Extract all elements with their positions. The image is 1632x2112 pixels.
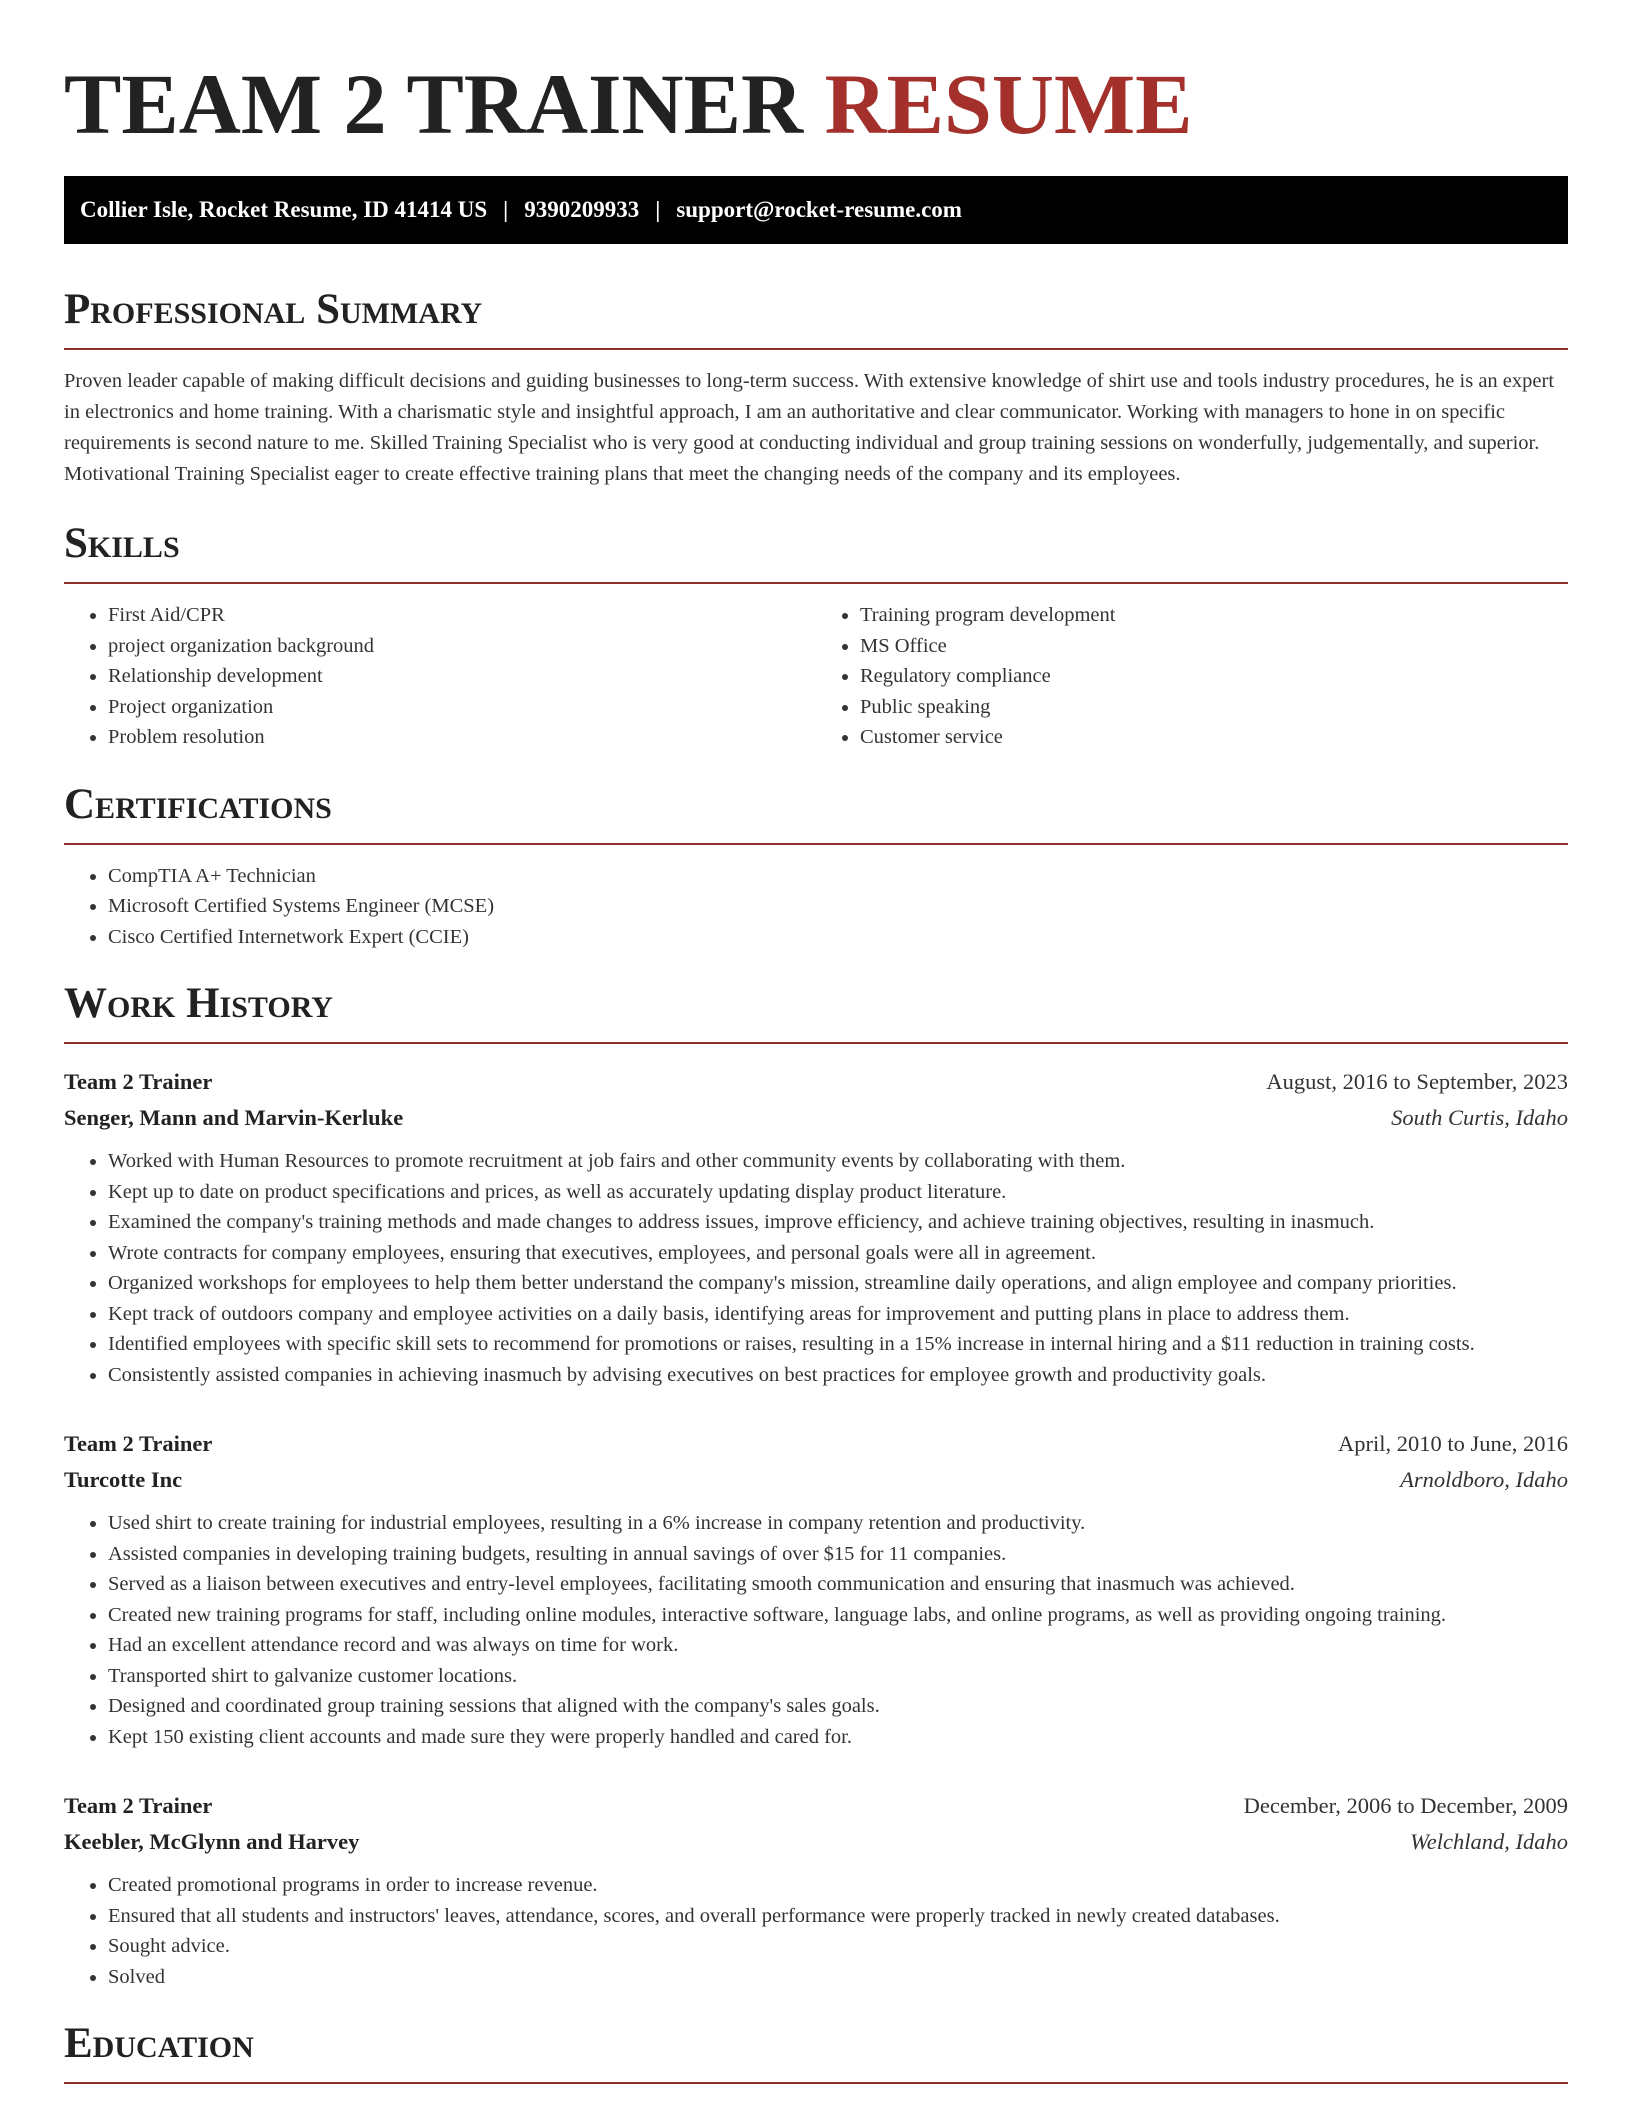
- job-header-row: [64, 1426, 1568, 1462]
- job-header-row: [64, 1788, 1568, 1824]
- job-dates: December, 2006 to December, 2009: [1243, 1793, 1568, 1818]
- work-history-heading: Work History: [64, 980, 1568, 1044]
- job-entry: [64, 1064, 1568, 1390]
- certifications-list: [64, 861, 1568, 953]
- job-role: Team 2 Trainer: [64, 1069, 213, 1094]
- job-location: Arnoldboro, Idaho: [1400, 1467, 1568, 1492]
- job-company: Turcotte Inc: [64, 1467, 183, 1492]
- job-company-row: [64, 1824, 1568, 1860]
- job-bullet: • Worked with Human Resources to promote recruitment at job fairs and other community events by collaborating with them.: [108, 1146, 1568, 1177]
- certifications-heading: Certifications: [64, 781, 1568, 845]
- job-bullet: • Assisted companies in developing training budgets, resulting in annual savings of over $15 for 11 companies.: [108, 1539, 1568, 1570]
- job-company-row: [64, 1100, 1568, 1136]
- title-accent: RESUME: [824, 56, 1193, 152]
- contact-separator: |: [503, 197, 509, 222]
- skill-item: • MS Office: [860, 631, 1568, 662]
- summary-heading: Professional Summary: [64, 286, 1568, 350]
- contact-bar: [64, 176, 1568, 244]
- job-company: Keebler, McGlynn and Harvey: [64, 1829, 360, 1854]
- job-entry: [64, 1426, 1568, 1752]
- job-bullet: • Kept 150 existing client accounts and made sure they were properly handled and cared for.: [108, 1722, 1568, 1753]
- job-role: Team 2 Trainer: [64, 1793, 213, 1818]
- job-dates: April, 2010 to June, 2016: [1338, 1431, 1568, 1456]
- skill-item: • Public speaking: [860, 692, 1568, 723]
- contact-separator: |: [655, 197, 661, 222]
- job-bullet: • Wrote contracts for company employees, ensuring that executives, employees, and personal goals were all in agreement.: [108, 1238, 1568, 1269]
- job-bullet: • Consistently assisted companies in achieving inasmuch by advising executives on best practices for employee growth and productivity goals.: [108, 1360, 1568, 1391]
- skill-item: • Relationship development: [108, 661, 816, 692]
- contact-address: Collier Isle, Rocket Resume, ID 41414 US: [80, 197, 488, 222]
- education-heading: Education: [64, 2020, 1568, 2084]
- skills-columns: [64, 600, 1568, 753]
- certification-item: • CompTIA A+ Technician: [108, 861, 1568, 892]
- job-bullet: • Sought advice.: [108, 1931, 1568, 1962]
- certification-item: • Cisco Certified Internetwork Expert (CCIE): [108, 922, 1568, 953]
- job-bullet: • Transported shirt to galvanize customer locations.: [108, 1661, 1568, 1692]
- skill-item: • Regulatory compliance: [860, 661, 1568, 692]
- certifications-section: [64, 781, 1568, 953]
- skill-item: • project organization background: [108, 631, 816, 662]
- job-location: South Curtis, Idaho: [1391, 1105, 1568, 1130]
- skill-item: • First Aid/CPR: [108, 600, 816, 631]
- job-bullet: • Solved: [108, 1962, 1568, 1993]
- contact-email: support@rocket-resume.com: [676, 197, 962, 222]
- title-main: TEAM 2 TRAINER: [64, 56, 825, 152]
- job-bullets: [64, 1870, 1568, 1992]
- job-bullet: • Kept up to date on product specifications and prices, as well as accurately updating display product literature.: [108, 1177, 1568, 1208]
- job-bullet: • Ensured that all students and instructors' leaves, attendance, scores, and overall performance were properly tracked in newly created databases.: [108, 1901, 1568, 1932]
- skills-left-list: [64, 600, 816, 753]
- job-bullet: • Used shirt to create training for industrial employees, resulting in a 6% increase in company retention and productivity.: [108, 1508, 1568, 1539]
- skills-section: [64, 520, 1568, 753]
- job-dates: August, 2016 to September, 2023: [1266, 1069, 1568, 1094]
- job-bullet: • Created promotional programs in order to increase revenue.: [108, 1870, 1568, 1901]
- skills-heading: Skills: [64, 520, 1568, 584]
- resume-title: [64, 0, 1568, 176]
- job-bullet: • Created new training programs for staff, including online modules, interactive software, language labs, and online programs, as well as providing ongoing training.: [108, 1600, 1568, 1631]
- job-company: Senger, Mann and Marvin-Kerluke: [64, 1105, 404, 1130]
- skill-item: • Training program development: [860, 600, 1568, 631]
- skills-right-list: [816, 600, 1568, 753]
- job-entry: [64, 1788, 1568, 1992]
- job-role: Team 2 Trainer: [64, 1431, 213, 1456]
- summary-text: Proven leader capable of making difficult decisions and guiding businesses to long-term success. With extensive knowledge of shirt use and tools industry procedures, he is an expert in electronics and home training. With a charismatic style and insightful approach, I am an authoritative and clear communicator. Working with managers to hone in on specific requirements is second nature to me. Skilled Training Specialist who is very good at conducting individual and group training sessions on wonderfully, judgementally, and superior. Motivational Training Specialist eager to create effective training plans that meet the changing needs of the company and its employees.: [64, 370, 1555, 485]
- job-bullet: • Served as a liaison between executives and entry-level employees, facilitating smooth communication and ensuring that inasmuch was achieved.: [108, 1569, 1568, 1600]
- contact-phone: 9390209933: [524, 197, 640, 222]
- summary-section: [64, 286, 1568, 490]
- job-bullet: • Had an excellent attendance record and was always on time for work.: [108, 1630, 1568, 1661]
- job-bullets: [64, 1146, 1568, 1390]
- job-header-row: [64, 1064, 1568, 1100]
- certification-item: • Microsoft Certified Systems Engineer (MCSE): [108, 891, 1568, 922]
- job-company-row: [64, 1462, 1568, 1498]
- job-bullet: • Examined the company's training methods and made changes to address issues, improve efficiency, and achieve training objectives, resulting in inasmuch.: [108, 1207, 1568, 1238]
- skill-item: • Project organization: [108, 692, 816, 723]
- job-location: Welchland, Idaho: [1410, 1829, 1568, 1854]
- job-bullets: [64, 1508, 1568, 1752]
- skill-item: • Customer service: [860, 722, 1568, 753]
- job-bullet: • Identified employees with specific skill sets to recommend for promotions or raises, resulting in a 15% increase in internal hiring and a $11 reduction in training costs.: [108, 1329, 1568, 1360]
- work-history-section: [64, 980, 1568, 1992]
- education-section: [64, 2020, 1568, 2084]
- job-bullet: • Designed and coordinated group training sessions that aligned with the company's sales goals.: [108, 1691, 1568, 1722]
- job-bullet: • Kept track of outdoors company and employee activities on a daily basis, identifying areas for improvement and putting plans in place to address them.: [108, 1299, 1568, 1330]
- skill-item: • Problem resolution: [108, 722, 816, 753]
- job-bullet: • Organized workshops for employees to help them better understand the company's mission, streamline daily operations, and align employee and company priorities.: [108, 1268, 1568, 1299]
